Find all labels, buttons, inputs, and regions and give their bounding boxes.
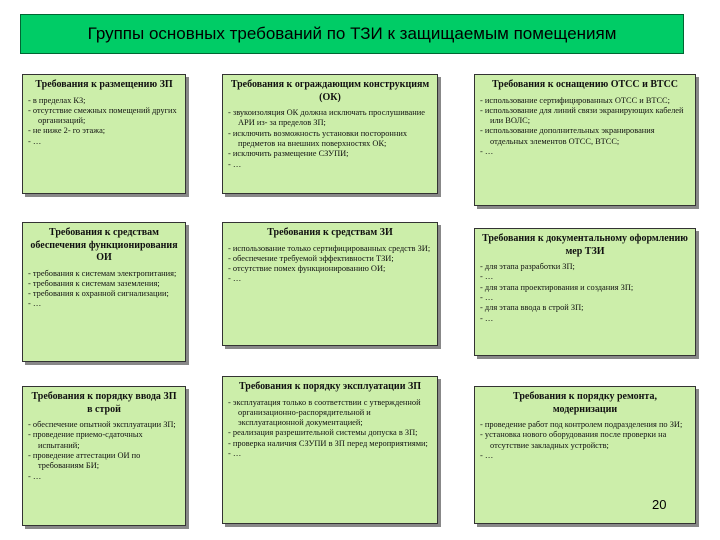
list-item: - …: [28, 299, 42, 309]
list-item: - отсутствие помех функционированию ОИ;: [228, 264, 386, 274]
box-equipment: [474, 74, 696, 206]
list-item: - …: [228, 449, 242, 459]
list-item: - …: [480, 450, 494, 460]
box-equipment-title: Требования к оснащению ОТСС и ВТСС: [491, 79, 679, 90]
list-item: - …: [28, 471, 42, 481]
box-operation-items: [228, 398, 432, 460]
box-operation: [222, 376, 438, 524]
list-item: - исключить возможность установки посторонних предметов на внешних поверхностях ОК;: [228, 128, 408, 148]
page-title: Группы основных требований по ТЗИ к защищаемым помещениям: [20, 14, 684, 54]
list-item: - …: [480, 147, 494, 157]
list-item: - требования к охранной сигнализации;: [28, 289, 169, 299]
list-item: - …: [28, 136, 42, 146]
list-item: - проверка наличия СЗУПИ в ЗП перед мероприятиями;: [228, 438, 428, 448]
box-enclosing: [222, 74, 438, 194]
list-item: - …: [480, 313, 494, 323]
list-item: - для этапа ввода в строй ЗП;: [480, 303, 584, 313]
list-item: - для этапа проектирования и создания ЗП;: [480, 282, 634, 292]
list-item: - проведение работ под контролем подразделения по ЗИ;: [480, 420, 683, 429]
list-item: - исключить размещение СЗУПИ;: [228, 149, 349, 159]
list-item: - использование дополнительных экранирования отдельных элементов ОТСС, ВТСС;: [480, 126, 655, 146]
box-support: [22, 222, 186, 362]
list-item: - требования к системам электропитания;: [28, 268, 177, 278]
list-item: - использование сертифицированных ОТСС и ВТСС;: [480, 95, 670, 105]
box-placement-title: Требования к размещению ЗП: [35, 79, 173, 90]
box-enclosing-title: Требования к ограждающим конструкциям (ОК): [230, 79, 430, 103]
box-support-title: Требования к средствам обеспечения функционирования ОИ: [30, 227, 178, 263]
box-repair-items: [480, 420, 690, 461]
list-item: - в пределах КЗ;: [28, 95, 86, 105]
box-documentation: [474, 228, 696, 356]
box-commissioning: [22, 386, 186, 526]
list-item: - …: [480, 292, 494, 302]
box-protection-items: [228, 244, 432, 285]
box-documentation-title: Требования к документальному оформлению мер ТЗИ: [482, 233, 688, 257]
list-item: - отсутствие смежных помещений других организаций;: [28, 105, 177, 126]
box-documentation-items: [480, 262, 690, 324]
list-item: - не ниже 2- го этажа;: [28, 126, 106, 136]
list-item: - …: [228, 159, 242, 169]
box-commissioning-title: Требования к порядку ввода ЗП в строй: [31, 391, 177, 415]
box-support-items: [28, 269, 180, 310]
list-item: - требования к системам заземления;: [28, 278, 160, 288]
list-item: - использование только сертифицированных средств ЗИ;: [228, 243, 431, 253]
list-item: - …: [480, 272, 494, 282]
box-commissioning-items: [28, 420, 180, 482]
box-equipment-items: [480, 96, 690, 158]
box-placement: [22, 74, 186, 194]
box-repair-title: Требования к порядку ремонта, модернизации: [513, 391, 657, 415]
list-item: - эксплуатация только в соответствии с утвержденной организационно-распорядительной и эксплуатационной документацией;: [228, 397, 421, 428]
list-item: - проведение аттестации ОИ по требованиям БИ;: [28, 450, 141, 471]
list-item: - реализация разрешительной системы допуска в ЗП;: [228, 428, 418, 438]
box-protection: [222, 222, 438, 346]
box-operation-title: Требования к порядку эксплуатации ЗП: [238, 381, 422, 392]
box-placement-items: [28, 96, 180, 148]
list-item: - …: [228, 274, 242, 284]
list-item: - звукоизоляция ОК должна исключать прослушивание АРИ из- за пределов ЗП;: [228, 108, 425, 128]
list-item: - обеспечение требуемой эффективности ТЗИ;: [228, 253, 394, 263]
list-item: - установка нового оборудования после проверки на отсутствие закладных устройств;: [480, 430, 667, 450]
list-item: - проведение приемо-сдаточных испытаний;: [28, 430, 143, 450]
list-item: - использование для линий связи экранирующих кабелей или ВОЛС;: [480, 105, 684, 126]
box-protection-title: Требования к средствам ЗИ: [267, 227, 393, 238]
page-number: 20: [652, 497, 667, 512]
box-enclosing-items: [228, 108, 432, 170]
list-item: - обеспечение опытной эксплуатации ЗП;: [28, 420, 176, 429]
list-item: - для этапа разработки ЗП;: [480, 262, 575, 271]
